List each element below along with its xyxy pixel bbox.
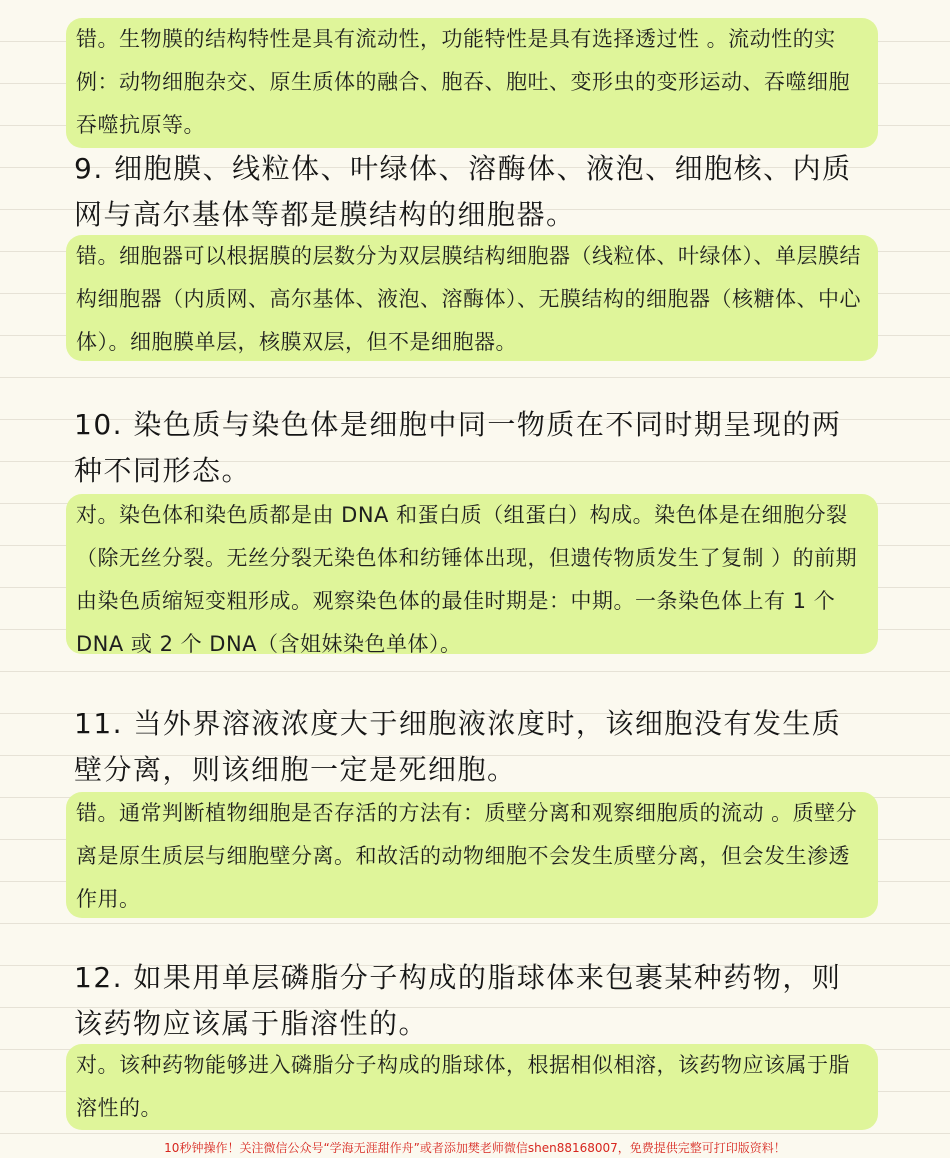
answer-9: 错。细胞器可以根据膜的层数分为双层膜结构细胞器（线粒体、叶绿体）、单层膜结构细胞器（内质网、高尔基体、液泡、溶酶体）、无膜结构的细胞器（核糖体、中心体）。细胞膜单层，核膜双层，但不是细胞器。 xyxy=(66,235,878,361)
question-10: 10. 染色质与染色体是细胞中同一物质在不同时期呈现的两种不同形态。 xyxy=(74,408,842,487)
question-12: 12. 如果用单层磷脂分子构成的脂球体来包裹某种药物，则该药物应该属于脂溶性的。 xyxy=(74,961,842,1040)
question-9: 9. 细胞膜、线粒体、叶绿体、溶酶体、液泡、细胞核、内质网与高尔基体等都是膜结构的细胞器。 xyxy=(74,152,852,231)
answer-12: 对。该种药物能够进入磷脂分子构成的脂球体，根据相似相溶，该药物应该属于脂溶性的。 xyxy=(66,1044,878,1130)
footer-promo-text: 10秒钟操作！关注微信公众号“学海无涯甜作舟”或者添加樊老师微信shen88168007，免费提供完整可打印版资料！ xyxy=(164,1141,786,1155)
answer-8: 错。生物膜的结构特性是具有流动性，功能特性是具有选择透过性 。流动性的实例：动物细胞杂交、原生质体的融合、胞吞、胞吐、变形虫的变形运动、吞噬细胞吞噬抗原等。 xyxy=(66,18,878,148)
answer-11: 错。通常判断植物细胞是否存活的方法有：质壁分离和观察细胞质的流动 。质壁分离是原生质层与细胞壁分离。和故活的动物细胞不会发生质壁分离，但会发生渗透作用。 xyxy=(66,792,878,918)
question-11: 11. 当外界溶液浓度大于细胞液浓度时，该细胞没有发生质壁分离，则该细胞一定是死细胞。 xyxy=(74,707,842,786)
answer-10: 对。染色体和染色质都是由 DNA 和蛋白质（组蛋白）构成。染色体是在细胞分裂（除无丝分裂。无丝分裂无染色体和纺锤体出现，但遗传物质发生了复制 ）的前期由染色质缩短变粗形成。观察染色体的最佳时期是：中期。一条染色体上有 1 个 DNA 或 2 个 DNA（含姐妹染色单体）。 xyxy=(66,494,878,654)
